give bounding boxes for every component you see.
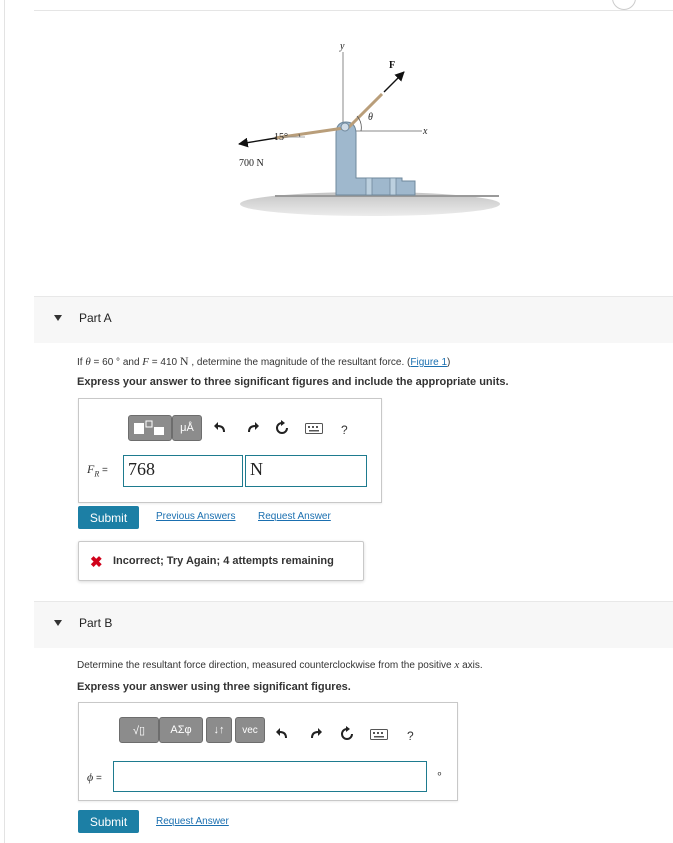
problem-figure	[230, 38, 505, 216]
angle-15-label: 15°	[274, 132, 288, 143]
help-icon[interactable]: ?	[407, 729, 414, 743]
part-b-submit-button[interactable]: Submit	[78, 810, 139, 833]
force-700-label: 700 N	[239, 158, 264, 169]
force-f-label: F	[389, 60, 396, 71]
previous-answers-link[interactable]: Previous Answers	[156, 511, 236, 522]
units-label: μÅ	[180, 422, 194, 434]
bracket-pin	[341, 123, 349, 131]
fr-subscript: R	[94, 469, 100, 479]
top-divider	[34, 10, 673, 11]
prompt-text: If	[77, 357, 86, 368]
phi-symbol: ϕ	[87, 770, 94, 784]
equals-sign: =	[99, 465, 108, 476]
y-axis-label: y	[340, 41, 345, 52]
reset-icon[interactable]	[274, 420, 290, 436]
cable-right	[348, 94, 382, 128]
sort-button[interactable]	[206, 717, 232, 743]
unit-text: N	[179, 354, 189, 368]
undo-icon[interactable]	[275, 726, 291, 742]
part-b-header[interactable]	[34, 601, 673, 648]
left-border	[4, 0, 5, 843]
force-f-arrow	[384, 72, 404, 92]
request-answer-link[interactable]: Request Answer	[156, 816, 229, 827]
fr-symbol: F	[87, 462, 95, 476]
unit-input[interactable]: N	[245, 455, 367, 487]
force-700-arrow	[239, 138, 276, 144]
redo-icon[interactable]	[307, 726, 323, 742]
equals-sign: =	[93, 773, 102, 784]
reset-icon[interactable]	[339, 726, 355, 742]
collapse-triangle-icon[interactable]	[54, 315, 62, 321]
x-axis-label: x	[423, 126, 428, 137]
part-b-title: Part B	[79, 616, 113, 630]
units-button[interactable]	[172, 415, 202, 441]
part-b-instruction: Express your answer using three significant figures.	[77, 681, 351, 693]
part-a-prompt	[77, 354, 450, 369]
vec-label: vec	[242, 724, 258, 736]
bracket-body	[336, 122, 415, 195]
prompt-text: axis.	[459, 660, 483, 671]
figure-link[interactable]: Figure 1	[410, 357, 448, 368]
redo-icon[interactable]	[244, 420, 260, 436]
keyboard-icon[interactable]	[370, 729, 388, 740]
part-b-answer-box	[78, 702, 458, 801]
incorrect-icon: ✖	[90, 554, 103, 571]
prompt-text: , determine the magnitude of the resultant force. (	[188, 357, 411, 368]
greek-label: ΑΣφ	[170, 724, 192, 736]
undo-icon[interactable]	[213, 420, 229, 436]
corner-control[interactable]	[612, 0, 636, 10]
value-input[interactable]: 768	[123, 455, 243, 487]
help-icon[interactable]: ?	[341, 423, 348, 437]
part-a-header[interactable]	[34, 296, 673, 343]
sqrt-templates-button[interactable]	[119, 717, 159, 743]
greek-button[interactable]	[159, 717, 203, 743]
prompt-text: Determine the resultant force direction, measured counterclockwise from the positive	[77, 660, 455, 671]
f-symbol: F	[142, 356, 150, 368]
angle-input[interactable]	[113, 761, 427, 792]
prompt-text: = 410	[149, 357, 180, 368]
theta-label: θ	[368, 112, 373, 123]
vec-button[interactable]	[235, 717, 265, 743]
prompt-text: = 60 ° and	[90, 357, 143, 368]
part-a-submit-button[interactable]: Submit	[78, 506, 139, 529]
part-a-title: Part A	[79, 311, 112, 325]
sort-label: ↓↑	[213, 724, 225, 736]
template-grid-icon	[132, 419, 168, 437]
bracket-bolt-2	[390, 178, 396, 195]
part-b-prompt	[77, 659, 483, 671]
sqrt-label: √▯	[132, 724, 146, 737]
request-answer-link[interactable]: Request Answer	[258, 511, 331, 522]
x-axis-symbol: x	[454, 659, 460, 671]
degree-unit: ∘	[436, 768, 443, 780]
phi-label	[87, 770, 102, 785]
collapse-triangle-icon[interactable]	[54, 620, 62, 626]
feedback-message: Incorrect; Try Again; 4 attempts remaining	[113, 555, 334, 567]
fr-label	[87, 462, 108, 478]
keyboard-icon[interactable]	[305, 423, 323, 434]
templates-button[interactable]	[128, 415, 172, 441]
incorrect-feedback	[78, 541, 364, 581]
part-a-answer-box	[78, 398, 382, 503]
prompt-text: )	[447, 357, 451, 368]
bracket-bolt-1	[366, 178, 372, 195]
part-a-instruction: Express your answer to three significant figures and include the appropriate units.	[77, 376, 509, 388]
theta-symbol: θ	[85, 356, 91, 368]
